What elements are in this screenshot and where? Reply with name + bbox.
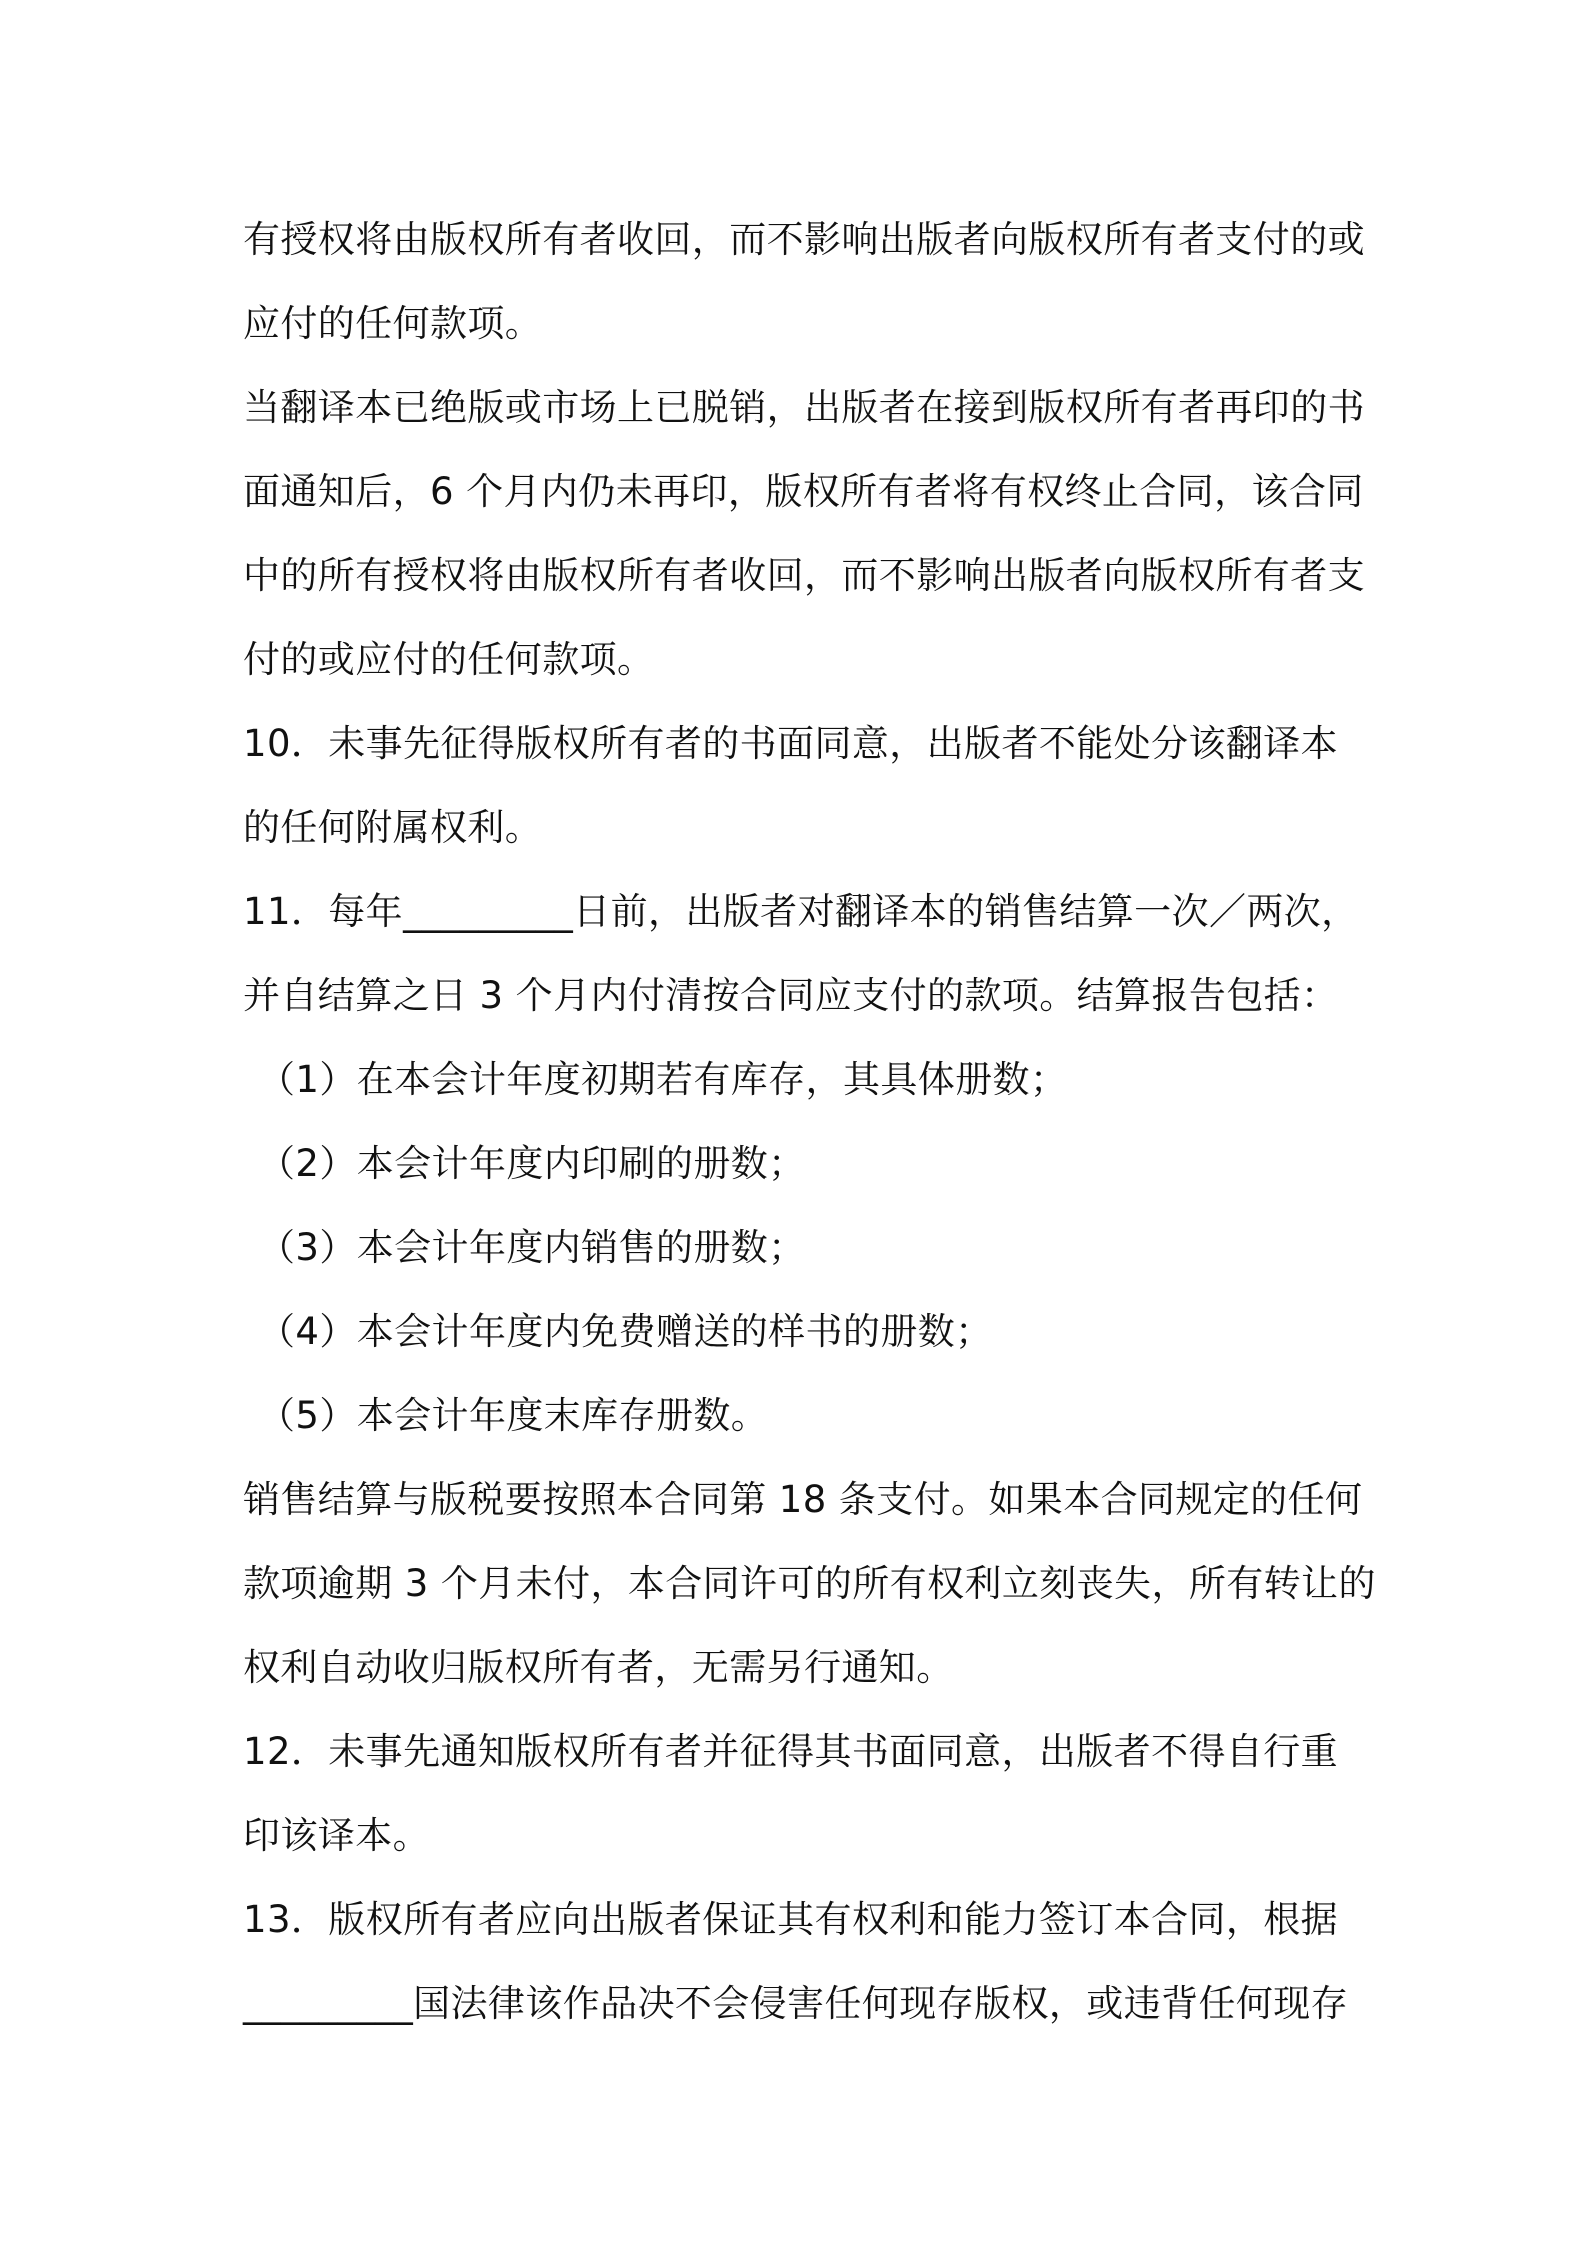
text-line: 面通知后，6 个月内仍未再印，版权所有者将有权终止合同，该合同 [243,470,1364,513]
text-line: 并自结算之日 3 个月内付清按合同应支付的款项。结算报告包括： [243,974,1339,1017]
list-item: （3）本会计年度内销售的册数； [258,1226,806,1269]
list-item: （2）本会计年度内印刷的册数； [258,1142,806,1185]
text-line: 有授权将由版权所有者收回，而不影响出版者向版权所有者支付的或 [243,218,1365,261]
clause-11-line: 11．每年_________日前，出版者对翻译本的销售结算一次／两次， [243,890,1359,933]
text-line: 的任何附属权利。 [243,806,543,849]
list-item: （4）本会计年度内免费赠送的样书的册数； [258,1310,993,1353]
list-item: （1）在本会计年度初期若有库存，其具体册数； [258,1058,1068,1101]
text-line: 应付的任何款项。 [243,302,543,345]
text-line: 销售结算与版税要按照本合同第 18 条支付。如果本合同规定的任何 [243,1478,1363,1521]
document-body [243,198,1376,2046]
text-line: _________国法律该作品决不会侵害任何现存版权，或违背任何现存 [243,1982,1349,2025]
text-line: 款项逾期 3 个月未付，本合同许可的所有权利立刻丧失，所有转让的 [243,1562,1376,1605]
clause-12-line: 12．未事先通知版权所有者并征得其书面同意，出版者不得自行重 [243,1730,1339,1773]
text-line: 中的所有授权将由版权所有者收回，而不影响出版者向版权所有者支 [243,554,1365,597]
text-line: 印该译本。 [243,1814,430,1857]
clause-13-line: 13．版权所有者应向出版者保证其有权利和能力签订本合同，根据 [243,1898,1339,1941]
clause-10-line: 10．未事先征得版权所有者的书面同意，出版者不能处分该翻译本 [243,722,1339,765]
text-line: 付的或应付的任何款项。 [243,638,655,681]
list-item: （5）本会计年度末库存册数。 [258,1394,769,1437]
text-line: 当翻译本已绝版或市场上已脱销，出版者在接到版权所有者再印的书 [243,386,1365,429]
text-line: 权利自动收归版权所有者，无需另行通知。 [243,1646,954,1689]
